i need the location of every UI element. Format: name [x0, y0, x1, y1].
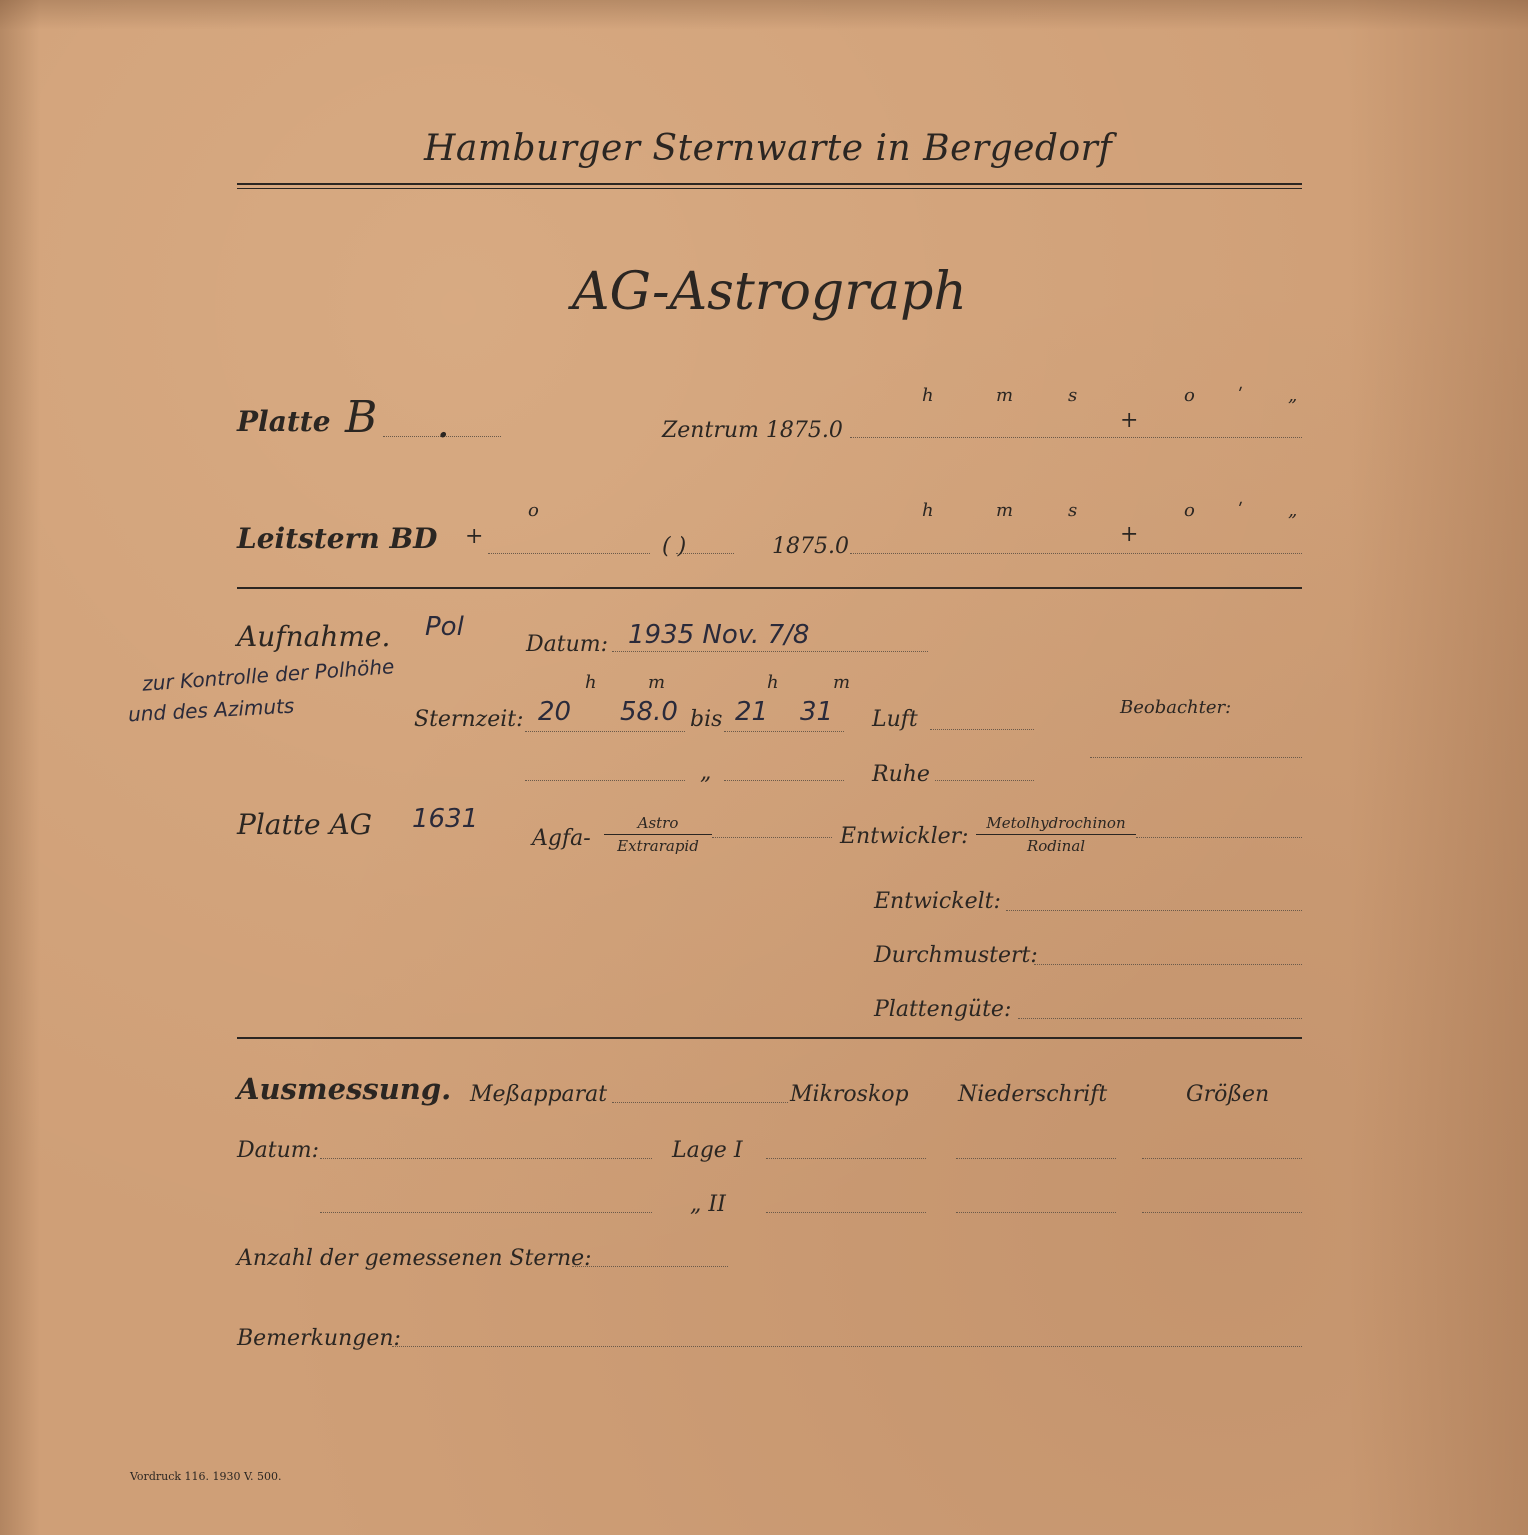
header-rule-2	[237, 188, 1302, 189]
lage-1-niederschrift-line	[956, 1158, 1116, 1159]
leitstern-unit-h: h	[922, 500, 934, 521]
ditto-mark: „	[700, 760, 712, 785]
bis-label: bis	[690, 707, 723, 732]
paper-edge-right	[1348, 0, 1528, 1535]
aufnahme-type-handwritten: Pol	[425, 612, 464, 642]
ausmessung-datum-2-line	[320, 1212, 652, 1213]
form-title: AG-Astrograph	[572, 262, 967, 322]
sternzeit-unit-h1: h	[585, 672, 597, 693]
lage-2-groessen-line	[1142, 1212, 1302, 1213]
entwickler-numerator: Metolhydrochinon	[986, 814, 1126, 832]
sternzeit-unit-m1: m	[648, 672, 666, 693]
agfa-numerator: Astro	[637, 814, 679, 832]
entwickelt-line	[1006, 910, 1302, 911]
leitstern-unit-arcsec: „	[1288, 500, 1298, 521]
lage-2-label: „ II	[690, 1192, 726, 1217]
ausmessung-datum-label: Datum:	[237, 1138, 320, 1163]
ruhe-label: Ruhe	[872, 762, 930, 787]
leitstern-number-line	[488, 553, 650, 554]
ausmessung-label: Ausmessung.	[237, 1072, 452, 1106]
groessen-header: Größen	[1186, 1082, 1270, 1107]
unit-arcsec: „	[1288, 385, 1298, 406]
leitstern-deg-unit: o	[528, 500, 539, 521]
bemerkungen-label: Bemerkungen:	[237, 1326, 401, 1351]
zentrum-line	[850, 437, 1302, 438]
leitstern-unit-s: s	[1068, 500, 1078, 521]
leitstern-plus-2: +	[1120, 522, 1139, 547]
lage-1-label: Lage I	[672, 1138, 743, 1163]
lage-1-groessen-line	[1142, 1158, 1302, 1159]
leitstern-coord-line	[850, 553, 1302, 554]
agfa-label: Agfa-	[532, 826, 591, 851]
leitstern-paren: ( )	[662, 534, 687, 559]
ausmessung-datum-line	[320, 1158, 652, 1159]
paper-edge-top	[0, 0, 1528, 30]
agfa-line	[712, 837, 832, 838]
entwickler-fraction-bar	[976, 834, 1136, 835]
sternzeit-unit-m2: m	[833, 672, 851, 693]
entwickler-label: Entwickler:	[840, 824, 969, 849]
entwickler-denominator: Rodinal	[1026, 837, 1086, 855]
niederschrift-header: Niederschrift	[958, 1082, 1108, 1107]
datum-handwritten: 1935 Nov. 7/8	[628, 620, 810, 650]
leitstern-unit-arcmin: ʹ	[1238, 500, 1244, 521]
lage-1-mikroskop-line	[766, 1158, 926, 1159]
plattenguete-label: Plattengüte:	[874, 997, 1012, 1022]
entwickler-fraction	[976, 814, 1136, 855]
agfa-denominator: Extrarapid	[617, 837, 699, 855]
section-rule-1	[237, 587, 1302, 589]
durchmustert-line	[1034, 964, 1302, 965]
beobachter-line	[1090, 757, 1302, 758]
sternzeit-end-line	[724, 731, 844, 732]
sternzeit-start-h-handwritten: 20	[538, 697, 572, 727]
platte-ag-label: Platte AG	[237, 808, 373, 841]
entwickler-line	[1136, 837, 1302, 838]
ruhe-line	[935, 780, 1034, 781]
leitstern-mag-line	[676, 553, 734, 554]
sternzeit-end-h-handwritten: 21	[735, 697, 769, 727]
anzahl-label: Anzahl der gemessenen Sterne:	[237, 1246, 592, 1271]
zentrum-plus: +	[1120, 408, 1139, 433]
leitstern-epoch: 1875.0	[772, 534, 849, 559]
agfa-fraction	[604, 814, 712, 855]
vordruck-footer: Vordruck 116. 1930 V. 500.	[130, 1470, 282, 1483]
plattenguete-line	[1018, 1018, 1302, 1019]
agfa-fraction-bar	[604, 834, 712, 835]
unit-m: m	[996, 385, 1014, 406]
messapparat-line	[612, 1102, 788, 1103]
entwickelt-label: Entwickelt:	[874, 889, 1001, 914]
sternzeit-unit-h2: h	[767, 672, 779, 693]
datum-label: Datum:	[526, 632, 609, 657]
aufnahme-label: Aufnahme.	[237, 620, 391, 653]
luft-label: Luft	[872, 707, 918, 732]
unit-h: h	[922, 385, 934, 406]
anzahl-line	[572, 1266, 728, 1267]
luft-line	[930, 729, 1034, 730]
lage-2-mikroskop-line	[766, 1212, 926, 1213]
unit-deg: o	[1184, 385, 1195, 406]
institution-name: Hamburger Sternwarte in Bergedorf	[424, 128, 1113, 169]
sternzeit-end-m-handwritten: 31	[800, 697, 834, 727]
note-handwritten-2: und des Azimuts	[127, 693, 295, 727]
mikroskop-header: Mikroskop	[790, 1082, 909, 1107]
messapparat-header: Meßapparat	[470, 1082, 608, 1107]
sternzeit-start-line	[525, 731, 685, 732]
platte-label: Platte	[237, 405, 331, 438]
note-handwritten-1: zur Kontrolle der Polhöhe	[141, 654, 396, 696]
platte-dot: .	[438, 410, 449, 445]
header-rule-1	[237, 183, 1302, 185]
leitstern-plus: +	[465, 524, 484, 549]
sternzeit-label: Sternzeit:	[414, 707, 524, 732]
unit-arcmin: ʹ	[1238, 385, 1244, 406]
lage-2-niederschrift-line	[956, 1212, 1116, 1213]
zentrum-label: Zentrum 1875.0	[662, 418, 843, 443]
beobachter-label: Beobachter:	[1120, 697, 1232, 718]
leitstern-unit-m: m	[996, 500, 1014, 521]
section-rule-2	[237, 1037, 1302, 1039]
paper-edge-left	[0, 0, 40, 1535]
sternzeit-start-m-handwritten: 58.0	[620, 697, 678, 727]
durchmustert-label: Durchmustert:	[874, 943, 1038, 968]
sternzeit-2-start-line	[525, 780, 685, 781]
platte-letter: B	[345, 392, 378, 443]
leitstern-label: Leitstern BD	[237, 522, 438, 555]
datum-line	[612, 651, 928, 652]
platte-ag-number-handwritten: 1631	[412, 804, 479, 834]
bemerkungen-line	[392, 1346, 1302, 1347]
sternzeit-2-end-line	[724, 780, 844, 781]
leitstern-unit-deg: o	[1184, 500, 1195, 521]
unit-s: s	[1068, 385, 1078, 406]
